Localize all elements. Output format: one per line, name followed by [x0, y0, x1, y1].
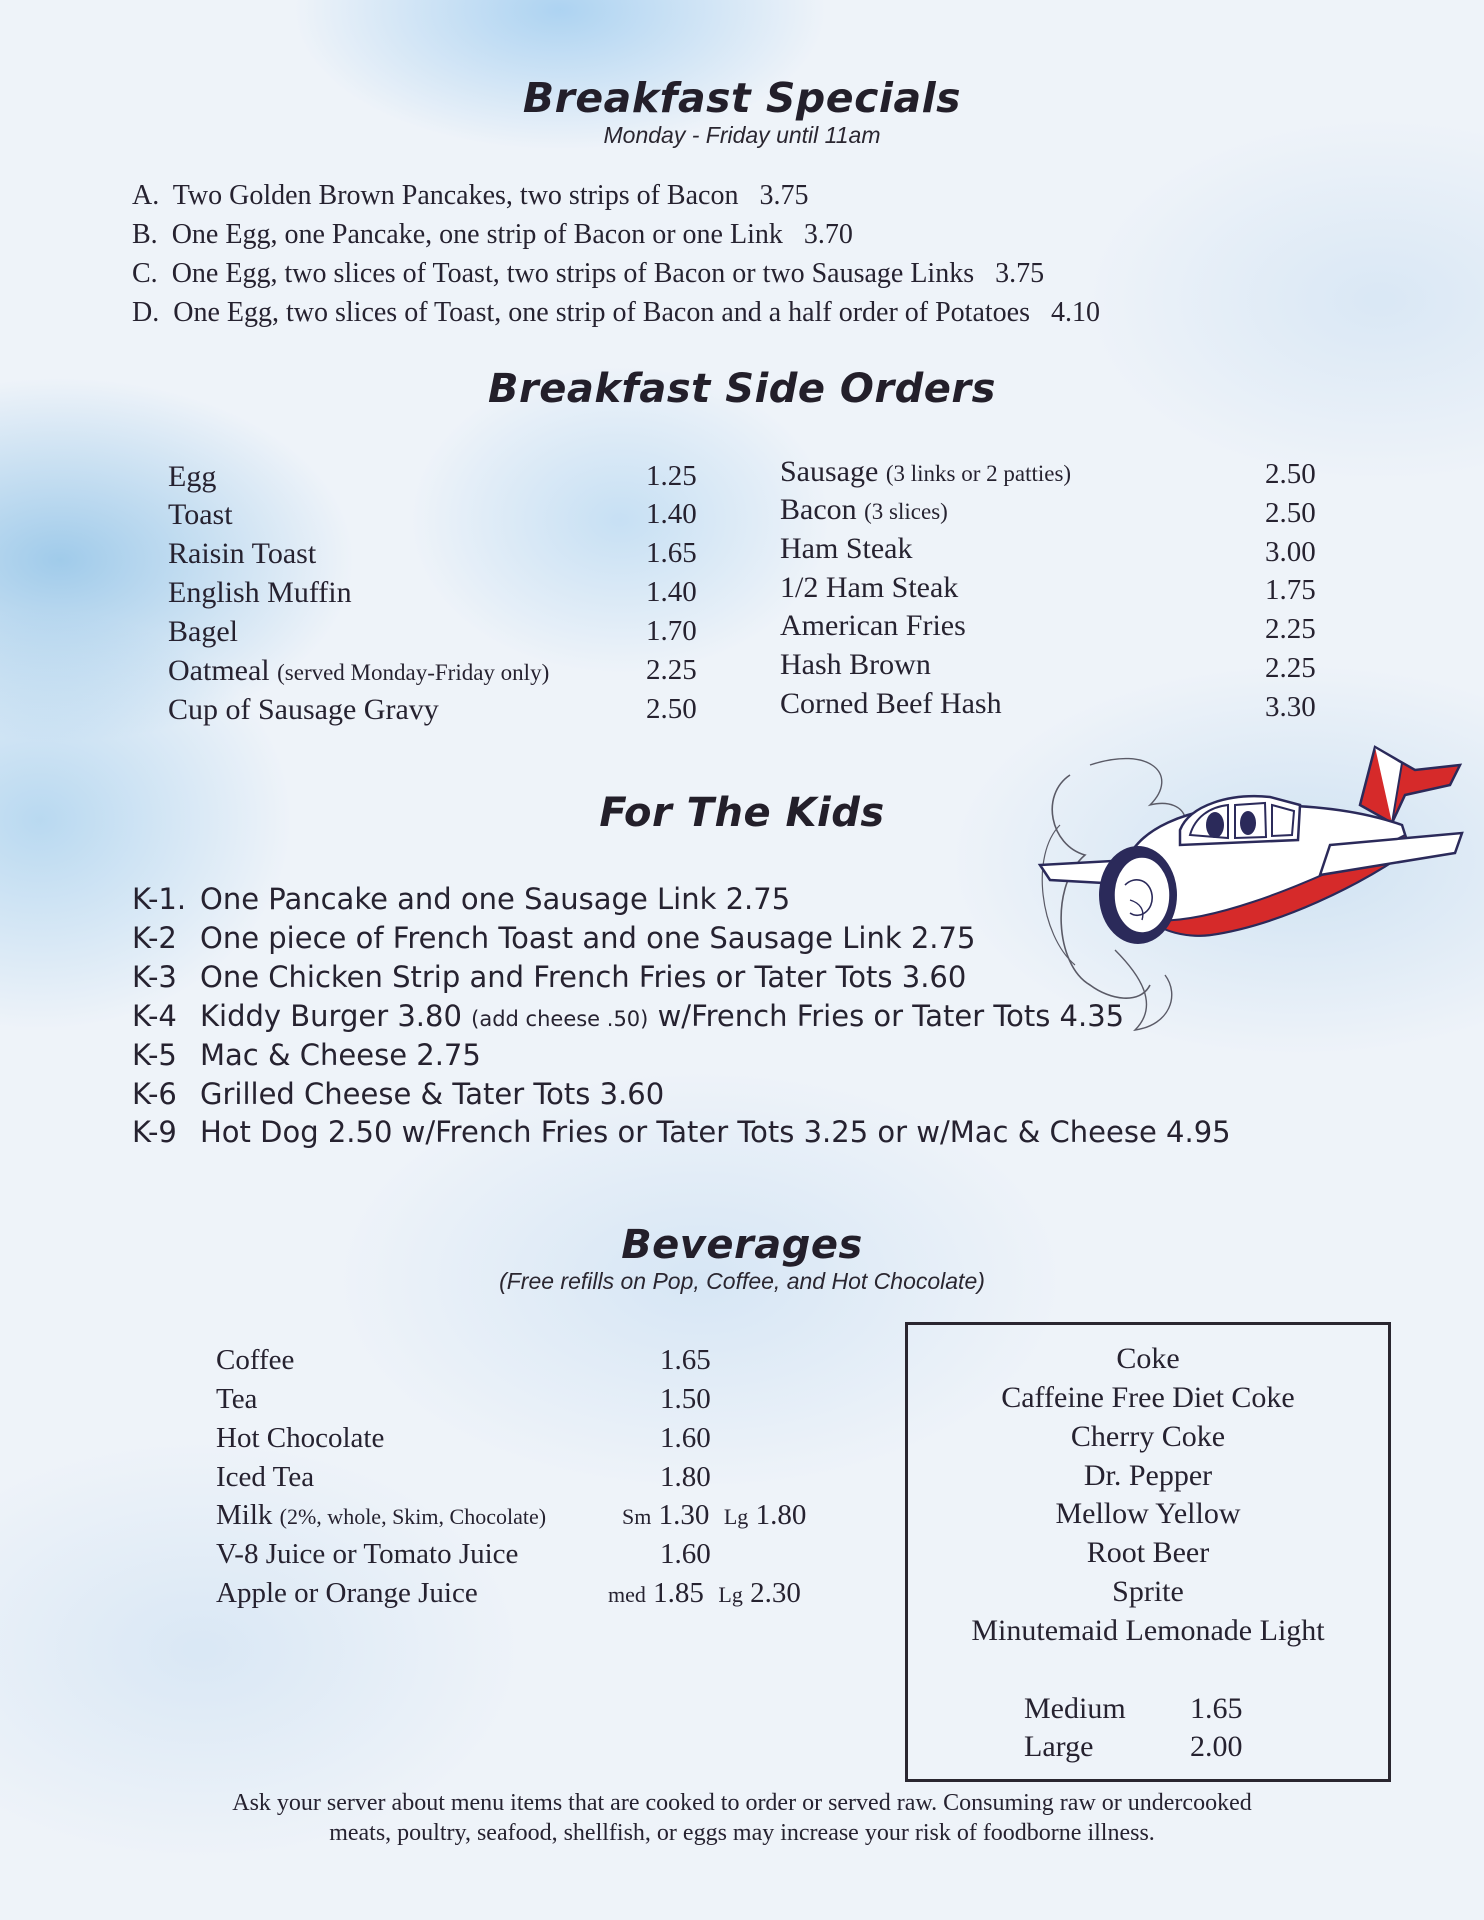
special-price: 4.10 [1051, 297, 1100, 328]
beverages-subtitle: (Free refills on Pop, Coffee, and Hot Chocolate) [499, 1268, 985, 1294]
kids-text: Hot Dog 2.50 w/French Fries or Tater Tots 3.25 or w/Mac & Cheese 4.95 [200, 1115, 1231, 1149]
side-item-price: 2.50 [1265, 458, 1316, 490]
side-item-oatmeal [168, 654, 549, 688]
soda-item: Cherry Coke [1070, 1420, 1226, 1453]
beverage-milk [216, 1499, 546, 1532]
soda-item: Sprite [1112, 1575, 1184, 1608]
price-value: 1.80 [755, 1499, 807, 1531]
side-item-sausage-gravy [168, 693, 439, 727]
side-item-corned-beef-hash [780, 687, 1002, 721]
beverage-price [608, 1577, 801, 1610]
beverage-price: 1.60 [660, 1538, 711, 1570]
kids-text-2: w/French Fries or Tater Tots 4.35 [657, 999, 1125, 1033]
side-item-price: 3.00 [1265, 536, 1316, 568]
side-item-toast [168, 498, 233, 532]
side-item-price: 1.40 [646, 498, 697, 530]
side-item-note: (served Monday-Friday only) [277, 660, 550, 685]
size-label: Lg [723, 1504, 749, 1529]
beverage-price [622, 1499, 806, 1532]
size-label: Sm [622, 1504, 652, 1529]
kids-code: K-6 [132, 1077, 177, 1111]
special-price: 3.75 [995, 258, 1045, 289]
beverage-name: V-8 Juice or Tomato Juice [216, 1538, 519, 1570]
side-item-name: Toast [168, 498, 233, 531]
kids-text: One Pancake and one Sausage Link 2.75 [200, 882, 791, 916]
side-item-english-muffin [168, 576, 352, 610]
soda-size-price: 2.00 [1190, 1730, 1243, 1763]
soda-item: Root Beer [1086, 1536, 1210, 1569]
price-value: 2.30 [750, 1577, 801, 1609]
kids-code: K-5 [132, 1038, 177, 1072]
beverage-price: 1.80 [660, 1461, 711, 1493]
soda-item: Dr. Pepper [1083, 1459, 1213, 1492]
beverage-name: Coffee [216, 1344, 295, 1376]
beverage-name: Tea [216, 1383, 258, 1415]
side-item-hash-brown [780, 648, 931, 682]
soda-item: Minutemaid Lemonade Light [971, 1614, 1325, 1647]
kids-text: Mac & Cheese 2.75 [200, 1038, 481, 1072]
beverage-name: Hot Chocolate [216, 1422, 385, 1454]
side-item-name: Cup of Sausage Gravy [168, 693, 439, 726]
size-label: Lg [718, 1582, 743, 1607]
side-item-price: 1.70 [646, 615, 697, 647]
kids-code: K-9 [132, 1115, 177, 1149]
beverage-price: 1.60 [660, 1422, 711, 1454]
kids-text: Kiddy Burger 3.80 [200, 999, 462, 1033]
beverage-name: Apple or Orange Juice [216, 1577, 478, 1609]
side-item-name: Sausage [780, 455, 879, 488]
side-item-name: Egg [168, 460, 217, 493]
side-item-price: 1.40 [646, 576, 697, 608]
side-item-ham-steak [780, 532, 912, 566]
kids-code: K-4 [132, 999, 177, 1033]
price-value: 1.30 [658, 1499, 710, 1531]
side-item-name: Bagel [168, 615, 238, 648]
beverage-name: Iced Tea [216, 1461, 315, 1493]
kids-code: K-3 [132, 960, 177, 994]
beverage-coffee [216, 1344, 294, 1377]
kids-code: K-1. [132, 882, 187, 916]
soda-item: Coke [1116, 1342, 1180, 1375]
kids-item-k5 [132, 1038, 481, 1072]
kids-item-k6 [132, 1077, 664, 1111]
beverage-note: (2%, whole, Skim, Chocolate) [279, 1504, 547, 1529]
side-item-price: 1.25 [646, 460, 697, 492]
beverage-v8-juice [216, 1538, 518, 1571]
side-item-name: Bacon [780, 493, 857, 526]
beverage-hot-chocolate [216, 1422, 384, 1455]
special-code: A. [132, 180, 160, 211]
side-item-price: 1.65 [646, 537, 697, 569]
soda-size-price: 1.65 [1190, 1692, 1243, 1725]
beverage-name: Milk [216, 1499, 273, 1531]
kids-item-k2 [132, 921, 975, 955]
special-price: 3.70 [803, 219, 853, 250]
side-item-name: Oatmeal [168, 654, 270, 687]
side-item-name: American Fries [780, 609, 966, 642]
special-text: One Egg, two slices of Toast, one strip of Bacon and a half order of Potatoes [173, 297, 1030, 328]
side-item-bagel [168, 615, 238, 649]
side-item-note: (3 links or 2 patties) [885, 461, 1072, 486]
size-label: med [608, 1582, 646, 1607]
special-code: B. [132, 219, 158, 250]
beverage-price: 1.50 [660, 1383, 711, 1415]
side-item-half-ham-steak [780, 571, 958, 605]
side-item-price: 1.75 [1265, 574, 1316, 606]
side-item-price: 2.25 [1265, 652, 1316, 684]
kids-item-k4 [132, 999, 1124, 1033]
special-text: One Egg, two slices of Toast, two strips of Bacon or two Sausage Links [171, 258, 975, 289]
notice-line-2: meats, poultry, seafood, shellfish, or eggs may increase your risk of foodborne illness. [329, 1820, 1155, 1846]
breakfast-specials-subtitle: Monday - Friday until 11am [603, 122, 881, 148]
kids-text: One piece of French Toast and one Sausage Link 2.75 [200, 921, 976, 955]
side-item-egg [168, 460, 216, 494]
side-item-sausage [780, 455, 1071, 489]
beverages-title: Beverages [621, 1222, 863, 1268]
special-price: 3.75 [759, 180, 809, 211]
kids-item-k3 [132, 960, 966, 994]
side-item-name: 1/2 Ham Steak [780, 571, 959, 604]
special-code: C. [132, 258, 158, 289]
side-item-price: 2.50 [646, 693, 697, 725]
side-item-name: English Muffin [168, 576, 352, 609]
side-item-name: Raisin Toast [168, 537, 317, 570]
side-item-price: 3.30 [1265, 691, 1316, 723]
kids-item-k9 [132, 1115, 1231, 1149]
soda-item: Mellow Yellow [1055, 1497, 1241, 1530]
special-item-c [132, 258, 1044, 290]
beverage-iced-tea [216, 1461, 314, 1494]
side-item-price: 2.50 [1265, 497, 1316, 529]
side-item-name: Ham Steak [780, 532, 913, 565]
special-text: Two Golden Brown Pancakes, two strips of Bacon [172, 180, 739, 211]
soda-size-label: Medium [1024, 1692, 1126, 1725]
kids-item-k1 [132, 882, 790, 916]
kids-code: K-2 [132, 921, 177, 955]
special-code: D. [132, 297, 160, 328]
side-item-american-fries [780, 609, 966, 643]
side-item-bacon [780, 493, 948, 527]
kids-note: (add cheese .50) [471, 1007, 649, 1031]
soda-box [905, 1322, 1391, 1782]
kids-text: Grilled Cheese & Tater Tots 3.60 [200, 1077, 665, 1111]
special-item-d [132, 297, 1100, 329]
special-item-b [132, 219, 853, 251]
soda-size-label: Large [1024, 1730, 1094, 1763]
kids-title: For The Kids [599, 790, 885, 836]
price-value: 1.85 [653, 1577, 704, 1609]
side-item-name: Corned Beef Hash [780, 687, 1002, 720]
beverage-juice [216, 1577, 478, 1610]
beverage-tea [216, 1383, 257, 1416]
special-text: One Egg, one Pancake, one strip of Bacon or one Link [171, 219, 783, 250]
soda-item: Caffeine Free Diet Coke [1001, 1381, 1295, 1414]
special-item-a [132, 180, 808, 212]
breakfast-specials-title: Breakfast Specials [522, 74, 962, 122]
side-item-price: 2.25 [1265, 613, 1316, 645]
side-item-name: Hash Brown [780, 648, 931, 681]
food-safety-notice [120, 1788, 1364, 1848]
side-item-raisin-toast [168, 537, 316, 571]
kids-text: One Chicken Strip and French Fries or Tater Tots 3.60 [200, 960, 967, 994]
side-item-price: 2.25 [646, 654, 697, 686]
notice-line-1: Ask your server about menu items that are cooked to order or served raw. Consuming raw or undercooked [232, 1790, 1252, 1816]
beverage-price: 1.65 [660, 1344, 711, 1376]
side-item-note: (3 slices) [864, 499, 948, 524]
side-orders-title: Breakfast Side Orders [488, 366, 996, 412]
